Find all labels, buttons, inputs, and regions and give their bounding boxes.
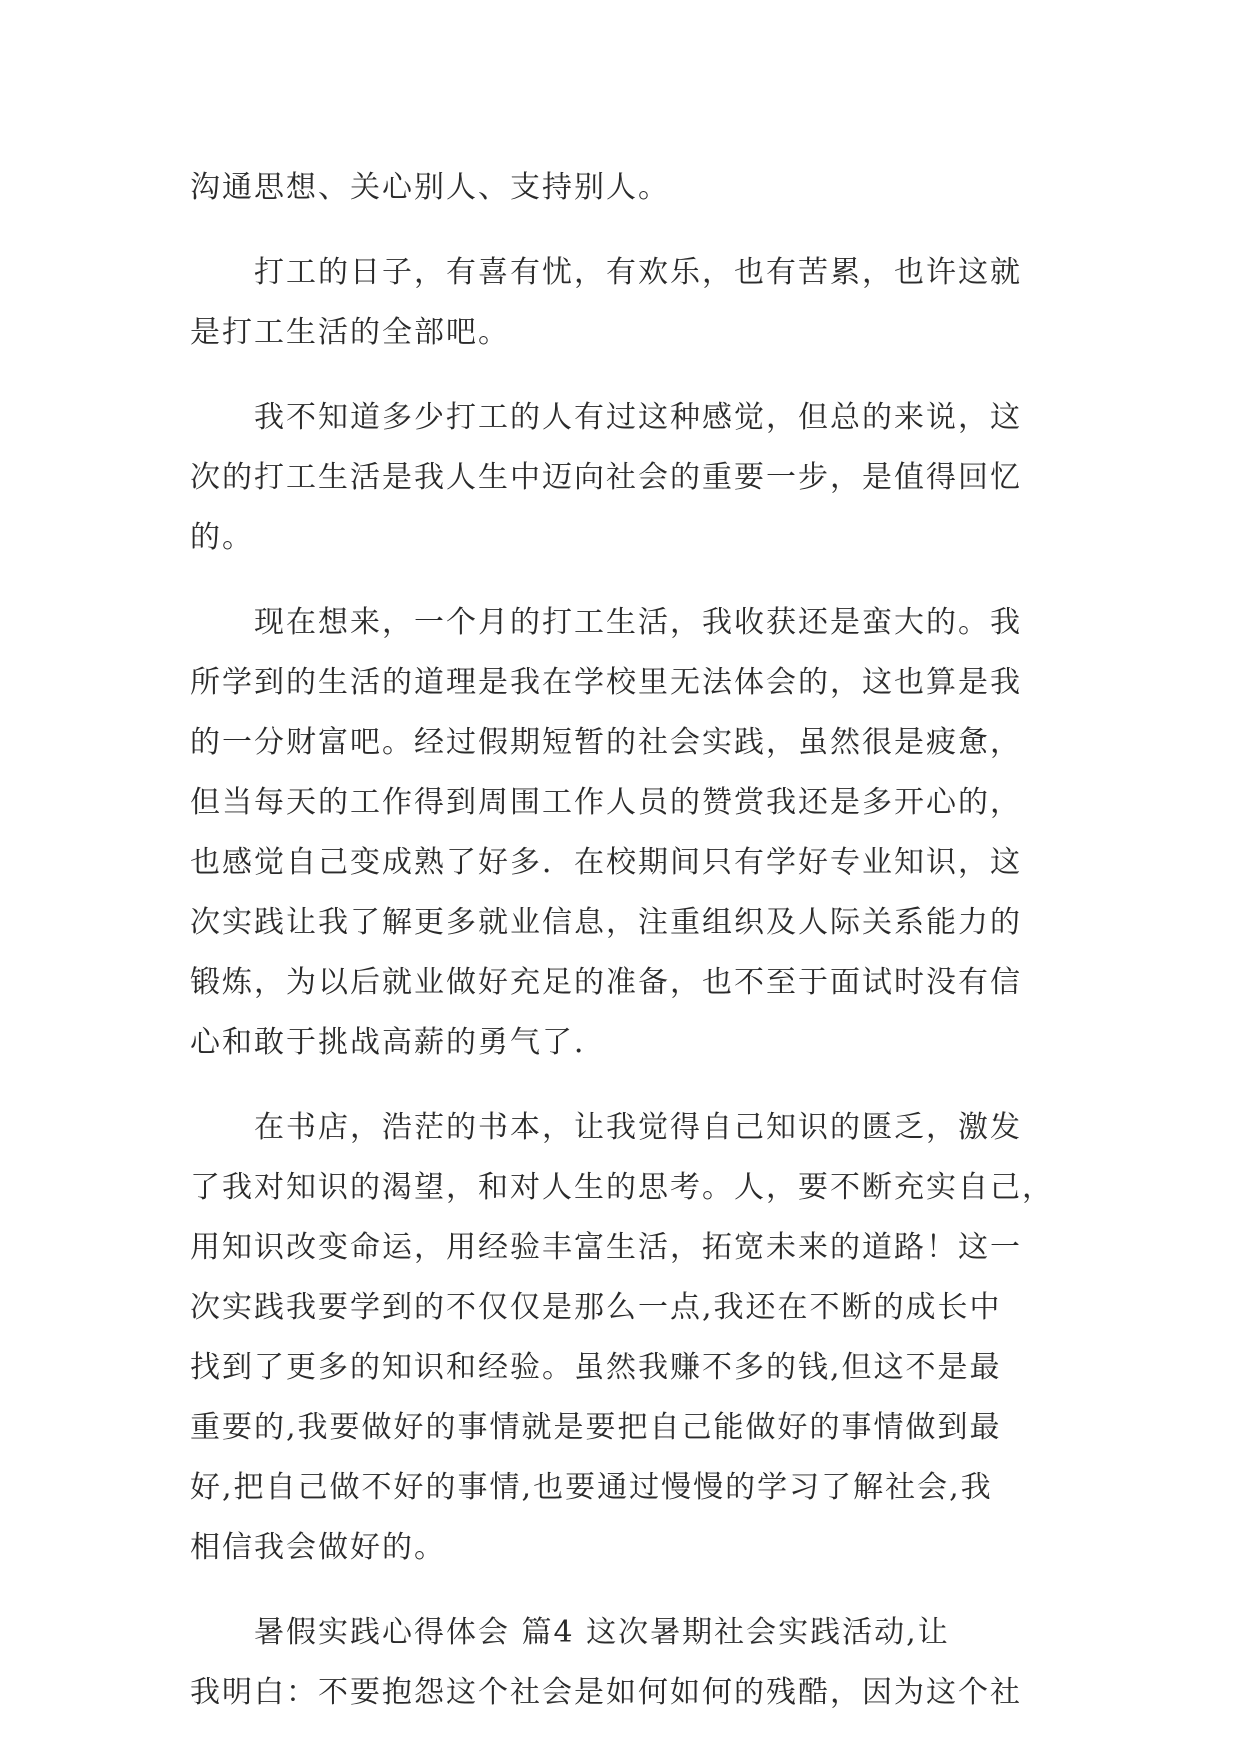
text-line: 好,把自己做不好的事情,也要通过慢慢的学习了解社会,我: [190, 1470, 993, 1505]
text-line: 了我对知识的渴望，和对人生的思考。人，要不断充实自己，: [190, 1170, 1054, 1205]
text-line: 次的打工生活是我人生中迈向社会的重要一步，是值得回忆: [190, 460, 1022, 495]
text-line: 暑假实践心得体会 篇4 这次暑期社会实践活动,让: [254, 1615, 950, 1650]
text-line: 用知识改变命运，用经验丰富生活，拓宽未来的道路！这一: [190, 1230, 1022, 1265]
text-line: 的一分财富吧。经过假期短暂的社会实践，虽然很是疲惫，: [190, 725, 1022, 760]
text-line: 重要的,我要做好的事情就是要把自己能做好的事情做到最: [190, 1410, 1002, 1445]
text-line: 打工的日子，有喜有忧，有欢乐，也有苦累，也许这就: [254, 255, 1022, 290]
text-line: 的。: [190, 520, 254, 555]
text-line: 是打工生活的全部吧。: [190, 315, 510, 350]
text-line: 我明白：不要抱怨这个社会是如何如何的残酷，因为这个社: [190, 1675, 1022, 1710]
text-line: 在书店，浩茫的书本，让我觉得自己知识的匮乏，激发: [254, 1110, 1022, 1145]
text-line: 但当每天的工作得到周围工作人员的赞赏我还是多开心的，: [190, 785, 1022, 820]
text-line: 心和敢于挑战高薪的勇气了．: [190, 1025, 606, 1060]
text-line: 我不知道多少打工的人有过这种感觉，但总的来说，这: [254, 400, 1022, 435]
paragraph-gap: [190, 1073, 1090, 1098]
paragraph-gap: [190, 218, 1090, 243]
text-line: 现在想来，一个月的打工生活，我收获还是蛮大的。我: [254, 605, 1022, 640]
text-line: 所学到的生活的道理是我在学校里无法体会的，这也算是我: [190, 665, 1022, 700]
text-line: 锻炼，为以后就业做好充足的准备，也不至于面试时没有信: [190, 965, 1022, 1000]
paragraph-gap: [190, 1578, 1090, 1603]
text-line: 相信我会做好的。: [190, 1530, 446, 1565]
paragraph-gap: [190, 568, 1090, 593]
text-line: 沟通思想、关心别人、支持别人。: [190, 170, 670, 205]
paragraph-gap: [190, 363, 1090, 388]
text-line: 次实践让我了解更多就业信息，注重组织及人际关系能力的: [190, 905, 1022, 940]
text-line: 找到了更多的知识和经验。虽然我赚不多的钱,但这不是最: [190, 1350, 1002, 1385]
document-body: [190, 158, 1090, 1723]
text-line: 也感觉自己变成熟了好多．在校期间只有学好专业知识，这: [190, 845, 1022, 880]
text-line: 次实践我要学到的不仅仅是那么一点,我还在不断的成长中: [190, 1290, 1002, 1325]
